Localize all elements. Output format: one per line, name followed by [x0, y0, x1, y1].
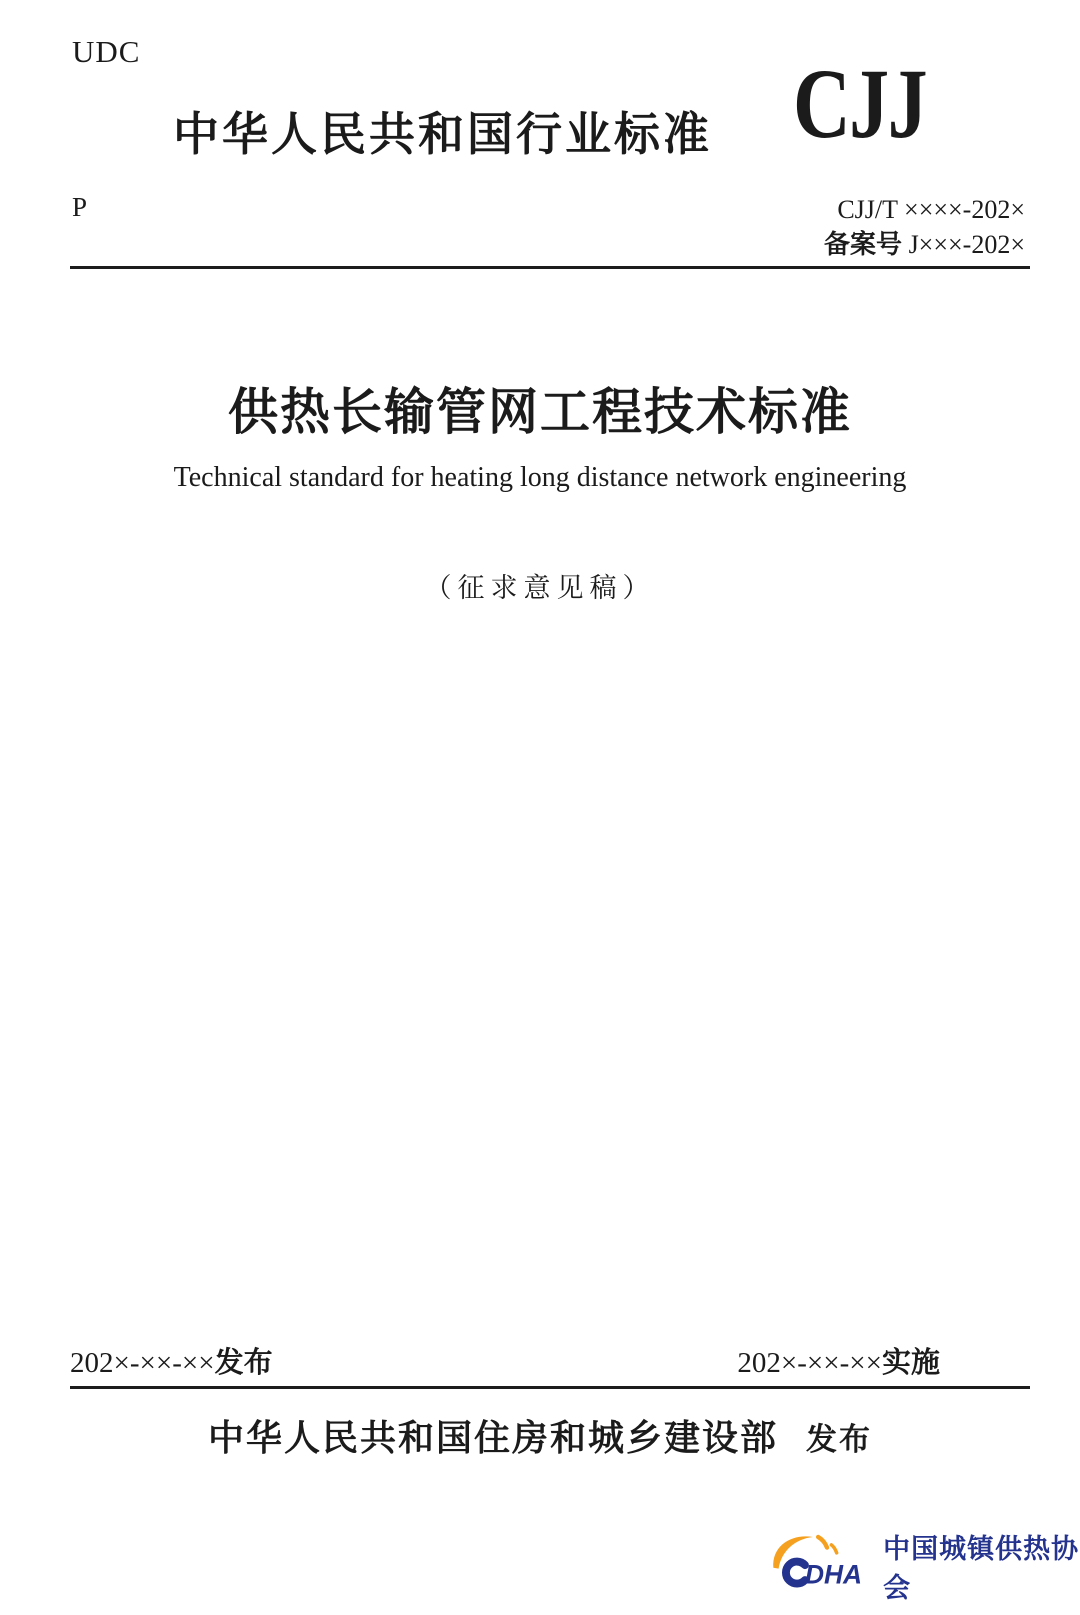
p-label: P: [72, 192, 88, 222]
publisher-name: 中华人民共和国住房和城乡建设部: [207, 1417, 778, 1458]
association-name: 中国城镇供热协会: [883, 1534, 1080, 1603]
record-number-row: [824, 227, 1025, 262]
issue-date: 202×-××-××: [70, 1347, 215, 1379]
issue-date-group: [70, 1340, 273, 1381]
logo-blue-c: [786, 1562, 805, 1584]
publisher-row: [0, 1410, 1080, 1461]
top-rule: [70, 266, 1030, 269]
publisher-action: 发布: [806, 1422, 872, 1457]
implement-label: 实施: [881, 1347, 940, 1379]
document-title-en: Technical standard for heating long distance network engineering: [173, 462, 907, 493]
association-logo: [754, 1524, 1080, 1608]
bottom-rule: [70, 1386, 1030, 1389]
header-title: 中华人民共和国行业标准: [173, 108, 712, 160]
implement-date-group: [737, 1340, 940, 1381]
record-number-prefix: 备案号: [824, 229, 903, 259]
date-row: [70, 1340, 940, 1381]
record-number: J×××-202×: [908, 230, 1025, 259]
standard-numbers: [824, 193, 1025, 262]
implement-date: 202×-××-××: [737, 1347, 882, 1379]
logo-orange-dash-2: [831, 1545, 836, 1553]
logo-acronym: DHA: [804, 1559, 863, 1590]
standard-code-big: CJJ: [793, 48, 926, 159]
logo-orange-dash-1: [818, 1537, 827, 1548]
udc-label: UDC: [72, 34, 141, 69]
issue-label: 发布: [214, 1347, 273, 1379]
draft-note: （征求意见稿）: [424, 573, 656, 603]
standard-number: CJJ/T ××××-202×: [837, 195, 1025, 224]
document-title-cn: 供热长输管网工程技术标准: [228, 384, 852, 440]
cdha-logo-icon: [754, 1524, 877, 1608]
